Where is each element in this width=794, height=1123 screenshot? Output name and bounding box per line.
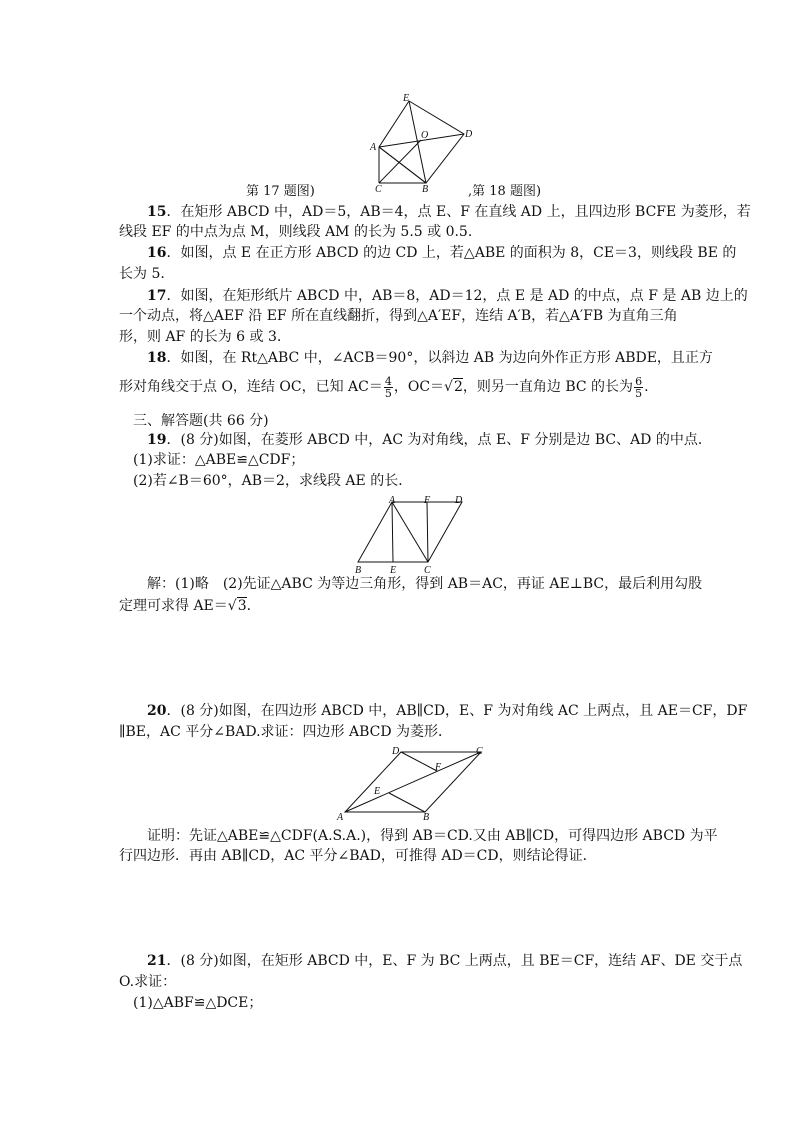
label-d: D (392, 746, 400, 757)
label-d: D (465, 129, 473, 140)
q16-line1: 16．如图，点 E 在正方形 ABCD 的边 CD 上，若△ABE 的面积为 8，CE＝3，则线段 BE 的 (147, 245, 737, 261)
q15-line1: 15．在矩形 ABCD 中，AD＝5，AB＝4，点 E、F 在直线 AD 上，且四边形 BCFE 为菱形，若 (147, 204, 751, 220)
q21-line1: 21．(8 分)如图，在矩形 ABCD 中，E、F 为 BC 上两点，且 BE＝CF，连结 AF、DE 交于点 (147, 953, 743, 969)
figure-18 (365, 92, 475, 192)
figure-q20-rhombus (334, 742, 494, 822)
label-a: A (370, 142, 377, 153)
fig17-caption: 第 17 题图) (246, 184, 315, 199)
q19-solution-line1: 解：(1)略 (2)先证△ABC 为等边三角形，得到 AB＝AC，再证 AE⊥BC，最后利用勾股 (147, 576, 703, 592)
q20-solution-line2: 行四边形．再由 AB∥CD，AC 平分∠BAD，可推得 AD＝CD，则结论得证． (119, 848, 597, 864)
q19-solution-line2: 定理可求得 AE＝√3. (119, 598, 252, 614)
label-b: B (423, 812, 430, 822)
label-c: C (375, 184, 382, 192)
fig18-caption: ,第 18 题图) (468, 184, 542, 199)
label-e: E (403, 93, 410, 104)
label-c: C (424, 565, 431, 576)
label-f: F (435, 762, 442, 773)
label-c: C (476, 746, 483, 757)
q17-line2: 一个动点，将△AEF 沿 EF 所在直线翻折，得到△A′EF，连结 A′B，若△A′FB 为直角三角 (119, 308, 678, 324)
label-o: O (421, 130, 429, 141)
q21-line2: O.求证： (119, 974, 177, 990)
q18-line2: 形对角线交于点 O，连结 OC，已知 AC＝ $\frac{4}{5}$ ，OC＝√2，则另一直角边 BC 的长为 $\frac{6}{5}$ . (119, 374, 649, 400)
label-a: A (389, 495, 396, 506)
q20-line1: 20．(8 分)如图，在四边形 ABCD 中，AB∥CD，E、F 为对角线 AC 上两点，且 AE＝CF，DF (147, 703, 748, 719)
q16-line2: 长为 5. (119, 266, 165, 282)
q19-line1: 19．(8 分)如图，在菱形 ABCD 中，AC 为对角线，点 E、F 分别是边 BC、AD 的中点． (147, 432, 712, 448)
label-e: E (374, 786, 381, 797)
label-b: B (355, 565, 362, 576)
fraction-4-5: $\frac{4}{5}$ (384, 374, 392, 400)
label-d: D (455, 495, 463, 506)
q20-line2: ∥BE，AC 平分∠BAD.求证：四边形 ABCD 为菱形． (119, 724, 453, 740)
q15-line2: 线段 EF 的中点为点 M，则线段 AM 的长为 5.5 或 0.5. (119, 224, 473, 240)
label-b: B (422, 184, 429, 192)
section-3-title: 三、解答题(共 66 分) (133, 413, 269, 429)
q17-line3: 形，则 AF 的长为 6 或 3. (119, 329, 282, 345)
q18-line1: 18．如图，在 Rt△ABC 中，∠ACB＝90°，以斜边 AB 为边向外作正方形 ABDE，且正方 (147, 350, 713, 366)
q21-part1: (1)△ABF≌△DCE； (133, 995, 263, 1011)
label-e: E (390, 565, 397, 576)
label-f: F (424, 495, 431, 506)
q20-solution-line1: 证明：先证△ABE≌△CDF(A.S.A.)，得到 AB＝CD.又由 AB∥CD，可得四边形 ABCD 为平 (147, 828, 718, 844)
figure-q19-rhombus (352, 494, 472, 576)
q17-line1: 17．如图，在矩形纸片 ABCD 中，AB＝8，AD＝12，点 E 是 AD 的中点，点 F 是 AB 边上的 (147, 288, 748, 304)
q19-part1: (1)求证：△ABE≌△CDF； (133, 452, 305, 468)
q19-part2: (2)若∠B＝60°，AB＝2，求线段 AE 的长． (133, 473, 413, 489)
fraction-6-5: $\frac{6}{5}$ (635, 374, 643, 400)
label-a: A (337, 812, 344, 822)
